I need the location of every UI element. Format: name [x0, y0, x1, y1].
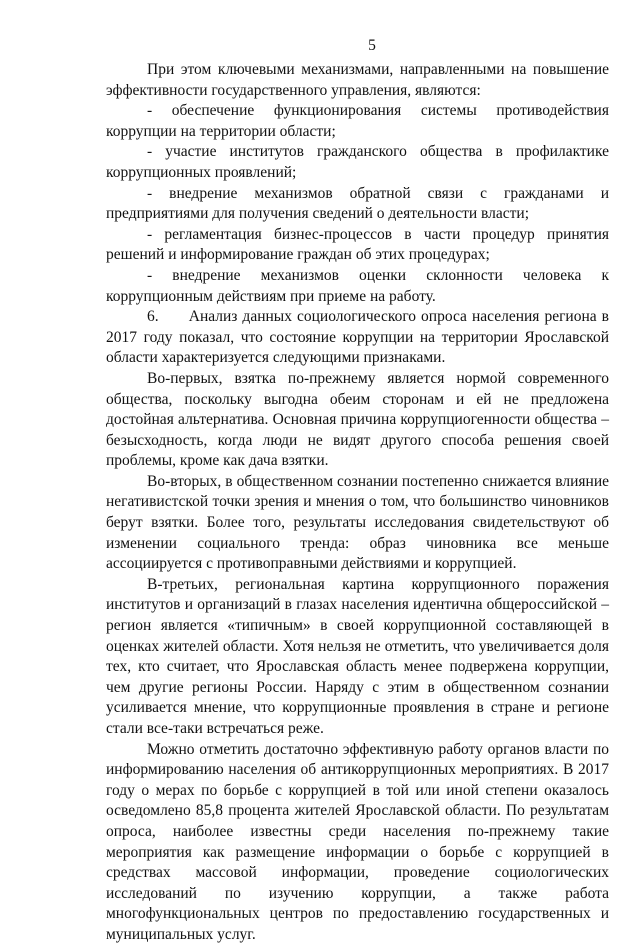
paragraph-informing: Можно отметить достаточно эффективную работу органов власти по информированию населения об антикоррупционных мероприятиях. В 2017 году о мерах по борьбе с коррупцией в той или иной степени оказалось осведомлено 85,8 процента жителей Ярославской области. По результатам опроса, наиболее известны среди населения по-прежнему такие мероприятия как размещение информации о борьбе с коррупцией в средствах массовой информации, проведение социологических исследований по изучению коррупции, а также работа многофункциональных центров по предоставлению государственных и муниципальных услуг.: [106, 740, 609, 943]
list-item-civil-society: - участие институтов гражданского общества в профилактике коррупционных проявлений;: [106, 143, 609, 181]
paragraph-section-6: 6. Анализ данных социологического опроса населения региона в 2017 году показал, что состояние коррупции на территории Ярославской области характеризуется следующими признаками.: [106, 308, 609, 367]
paragraph-thirdly: В-третьих, региональная картина коррупционного поражения институтов и организаций в глазах населения идентична общероссийской – регион является «типичным» в своей коррупционной составляющей в оценках жителей области. Хотя нельзя не отметить, что увеличивается доля тех, кто считает, что Ярославская область менее подвержена коррупции, чем другие регионы России. Наряду с этим в общественном сознании усиливается мнение, что коррупционные проявления в стране и регионе стали все-таки встречаться реже.: [106, 575, 609, 737]
list-item-anticorruption-system: - обеспечение функционирования системы противодействия коррупции на территории области;: [106, 102, 609, 140]
document-body: [106, 60, 609, 946]
page-number: 5: [368, 37, 376, 54]
paragraph-firstly: Во-первых, взятка по-прежнему является нормой современного общества, поскольку выгодна обеим сторонам и ей не предложена достойная альтернатива. Основная причина коррупциогенности общества – безысходность, когда люди не видят другого способа решения своей проблемы, кроме как дача взятки.: [106, 369, 609, 470]
list-item-business-processes: - регламентация бизнес-процессов в части процедур принятия решений и информирование граждан об этих процедурах;: [106, 225, 609, 264]
list-item-assessment-mechanisms: - внедрение механизмов оценки склонности человека к коррупционным действиям при приеме на работу.: [106, 266, 609, 305]
list-item-feedback-mechanisms: - внедрение механизмов обратной связи с гражданами и предприятиями для получения сведений о деятельности власти;: [106, 184, 609, 223]
paragraph-intro: При этом ключевыми механизмами, направленными на повышение эффективности государственного управления, являются:: [106, 61, 609, 99]
paragraph-secondly: Во-вторых, в общественном сознании постепенно снижается влияние негативистской точки зрения и мнения о том, что большинство чиновников берут взятки. Более того, результаты исследования свидетельствуют об изменении социального тренда: образ чиновника все меньше ассоциируется с противоправными действиями и коррупцией.: [106, 472, 609, 573]
